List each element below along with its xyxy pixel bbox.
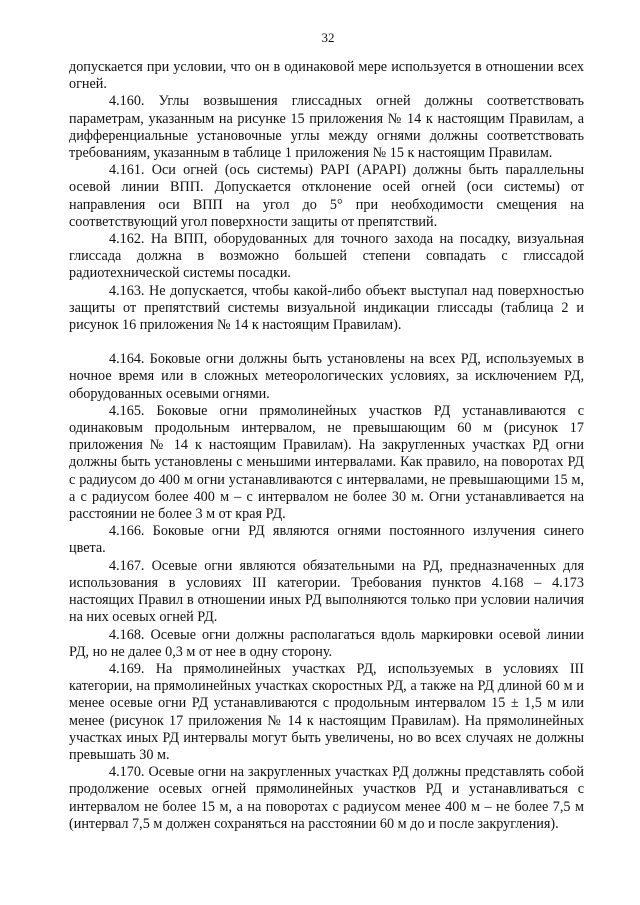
paragraph-4-164: 4.164. Боковые огни должны быть установлены на всех РД, используемых в ночное время или в сложных метеорологических условиях, за исключением РД, оборудованных осевыми огнями. xyxy=(69,351,584,402)
paragraph-4-165: 4.165. Боковые огни прямолинейных участков РД устанавливаются с одинаковым продольным интервалом, не превышающим 60 м (рисунок 17 приложения № 14 к настоящим Правилам). На закругленных участках РД огни должны быть установлены с меньшими интервалами. Как правило, на поворотах РД с радиусом до 400 м огни устанавливаются с интервалами, не превышающими 15 м, а с радиусом более 400 м – с интервалом не более 30 м. Огни устанавливается на расстоянии не более 3 м от края РД. xyxy=(69,402,584,523)
paragraph-4-166: 4.166. Боковые огни РД являются огнями постоянного излучения синего цвета. xyxy=(69,523,584,557)
paragraph-4-163: 4.163. Не допускается, чтобы какой-либо объект выступал над поверхностью защиты от препятствий системы визуальной индикации глиссады (таблица 2 и рисунок 16 приложения № 14 к настоящим Правилам). xyxy=(69,282,584,334)
paragraph-4-161: 4.161. Оси огней (ось системы) PAPI (APAPI) должны быть параллельны осевой линии ВПП. Допускается отклонение осей огней (оси системы) от направления оси ВПП на угол до 5° при необходимости смещения на соответствующий угол поверхности защиты от препятствий. xyxy=(69,162,584,230)
paragraph-4-167: 4.167. Осевые огни являются обязательными на РД, предназначенных для использования в условиях III категории. Требования пунктов 4.168 – 4.173 настоящих Правил в отношении иных РД выполняются только при условии наличия на них осевых огней РД. xyxy=(69,557,584,626)
paragraph-4-162: 4.162. На ВПП, оборудованных для точного захода на посадку, визуальная глиссада должна в возможно большей степени совпадать с глиссадой радиотехнической системы посадки. xyxy=(69,231,584,282)
page-number: 32 xyxy=(321,30,335,45)
section-gap xyxy=(69,334,584,351)
paragraph-continuation: допускается при условии, что он в одинаковой мере используется в отношении всех огней. xyxy=(69,59,584,93)
paragraph-4-168: 4.168. Осевые огни должны располагаться вдоль маркировки осевой линии РД, но не далее 0,3 м от нее в одну сторону. xyxy=(69,626,584,660)
paragraph-4-160: 4.160. Углы возвышения глиссадных огней должны соответствовать параметрам, указанным на рисунке 15 приложения № 14 к настоящим Правилам, а дифференциальные установочные углы между огнями должны соответствовать требованиям, указанным в таблице 1 приложения № 15 к настоящим Правилам. xyxy=(69,93,584,162)
paragraph-4-169: 4.169. На прямолинейных участках РД, используемых в условиях III категории, на прямолинейных участках скоростных РД, а также на РД длиной 60 м и менее осевые огни РД устанавливаются с продольным интервалом 15 ± 1,5 м или менее (рисунок 17 приложения № 14 к настоящим Правилам). На прямолинейных участках иных РД интервалы могут быть увеличены, но во всех случаях не должны превышать 30 м. xyxy=(69,660,584,763)
paragraph-4-170: 4.170. Осевые огни на закругленных участках РД должны представлять собой продолжение осевых огней прямолинейных участков РД и устанавливаться с интервалом не более 15 м, а на поворотах с радиусом менее 400 м – не более 7,5 м (интервал 7,5 м должен сохраняться на расстоянии 60 м до и после закругления). xyxy=(69,764,584,832)
